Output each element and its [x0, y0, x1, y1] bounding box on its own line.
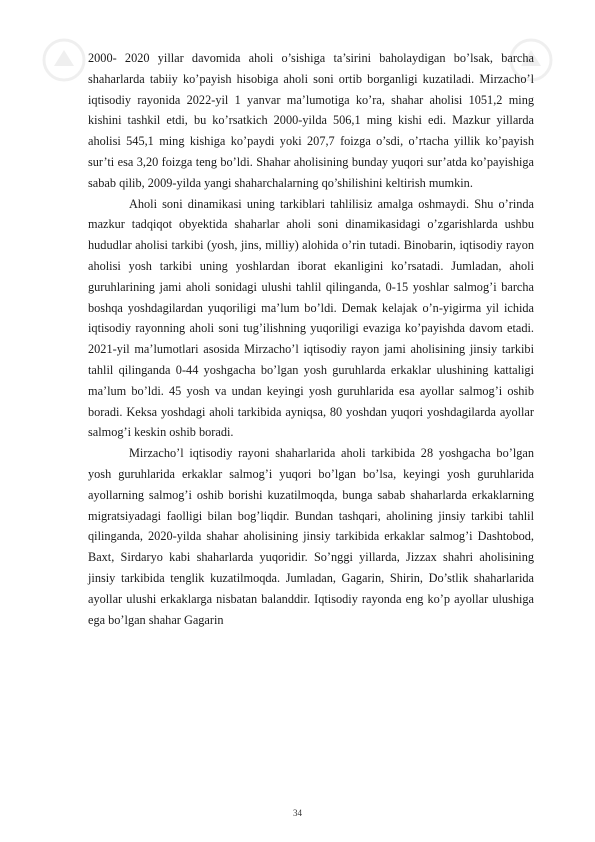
- paragraph-1: 2000- 2020 yillar davomida aholi o’sishiga ta’sirini baholaydigan bo’lsak, barcha shaharlarda tabiiy ko’payish hisobiga aholi soni ortib borganligi kuzatiladi. Mirzacho’l iqtisodiy rayonida 2022-yil 1 yanvar ma’lumotiga ko’ra, shahar aholisi 1051,2 ming kishini tashkil etdi, bu ko’rsatkich 2000-yilda 506,1 ming kishi edi. Mazkur yillarda aholisi 545,1 ming kishiga ko’paydi yoki 207,7 foizga o’sdi, o’rtacha yillik ko’payish sur’ti esa 3,20 foizga teng bo’ldi. Shahar aholisining bunday yuqori sur’atda ko’payishiga sabab qilib, 2009-yilda yangi shaharchalarning qo’shilishini keltirish mumkin.: [88, 51, 534, 190]
- body-text: [88, 48, 534, 630]
- paragraph-3: Mirzacho’l iqtisodiy rayoni shaharlarida aholi tarkibida 28 yoshgacha bo’lgan yosh guruhlarida erkaklar salmog’i yuqori bo’lgan bo’lsa, keyingi yosh guruhlarida ayollarning salmog’i oshib borishi kuzatilmoqda, bunga sabab shaharlarda erkaklarning migratsiyadagi faolligi bilan bog’liqdir. Bundan tashqari, aholining jinsiy tarkibi tahlil qilinganda, 2020-yilda shahar aholisining jinsiy tarkibida erkaklar salmog’i Dashtobod, Baxt, Sirdaryo kabi shaharlarda yuqoridir. So’nggi yillarda, Jizzax shahri aholisining jinsiy tarkibida tenglik kuzatilmoqda. Jumladan, Gagarin, Shirin, Do’stlik shaharlarida ayollar ulushi erkaklarga nisbatan balanddir. Iqtisodiy rayonda eng ko’p ayollar ulushiga ega bo’lgan shahar Gagarin: [88, 446, 534, 627]
- paragraph-2: Aholi soni dinamikasi uning tarkiblari tahlilisiz amalga oshmaydi. Shu o’rinda mazkur tadqiqot obyektida shaharlar aholi soni dinamikasidagi o’zgarishlarda ushbu hududlar aholisi tarkibi (yosh, jins, milliy) alohida o’rin tutadi. Binobarin, iqtisodiy rayon aholisi yosh tarkibi uning yoshlardan iborat ekanligini ko’rsatadi. Jumladan, aholi guruhlarining jami aholi sonidagi ulushi tahlil qilinganda, 0-15 yoshlar salmog’i barcha boshqa yoshdagilardan yuqoriligi ma’lum bo’ldi. Demak kelajak o’n-yigirma yil ichida iqtisodiy rayonning aholi soni tug’ilishning yuqoriligi evaziga ko’payishda davom etadi. 2021-yil ma’lumotlari asosida Mirzacho’l iqtisodiy rayon jami aholisining jinsiy tarkibi tahlil qilinganda 0-44 yoshgacha bo’lgan yosh guruhlarda erkaklar ulushining kattaligi ma’lum bo’ldi. 45 yosh va undan keyingi yosh guruhlarida esa ayollar salmog’i oshib boradi. Keksa yoshdagi aholi tarkibida ayniqsa, 80 yoshdan yuqori yoshdagilarda ayollar salmog’i keskin oshib boradi.: [88, 196, 534, 440]
- page-number: 34: [293, 808, 302, 818]
- watermark-logo-icon: [40, 36, 88, 84]
